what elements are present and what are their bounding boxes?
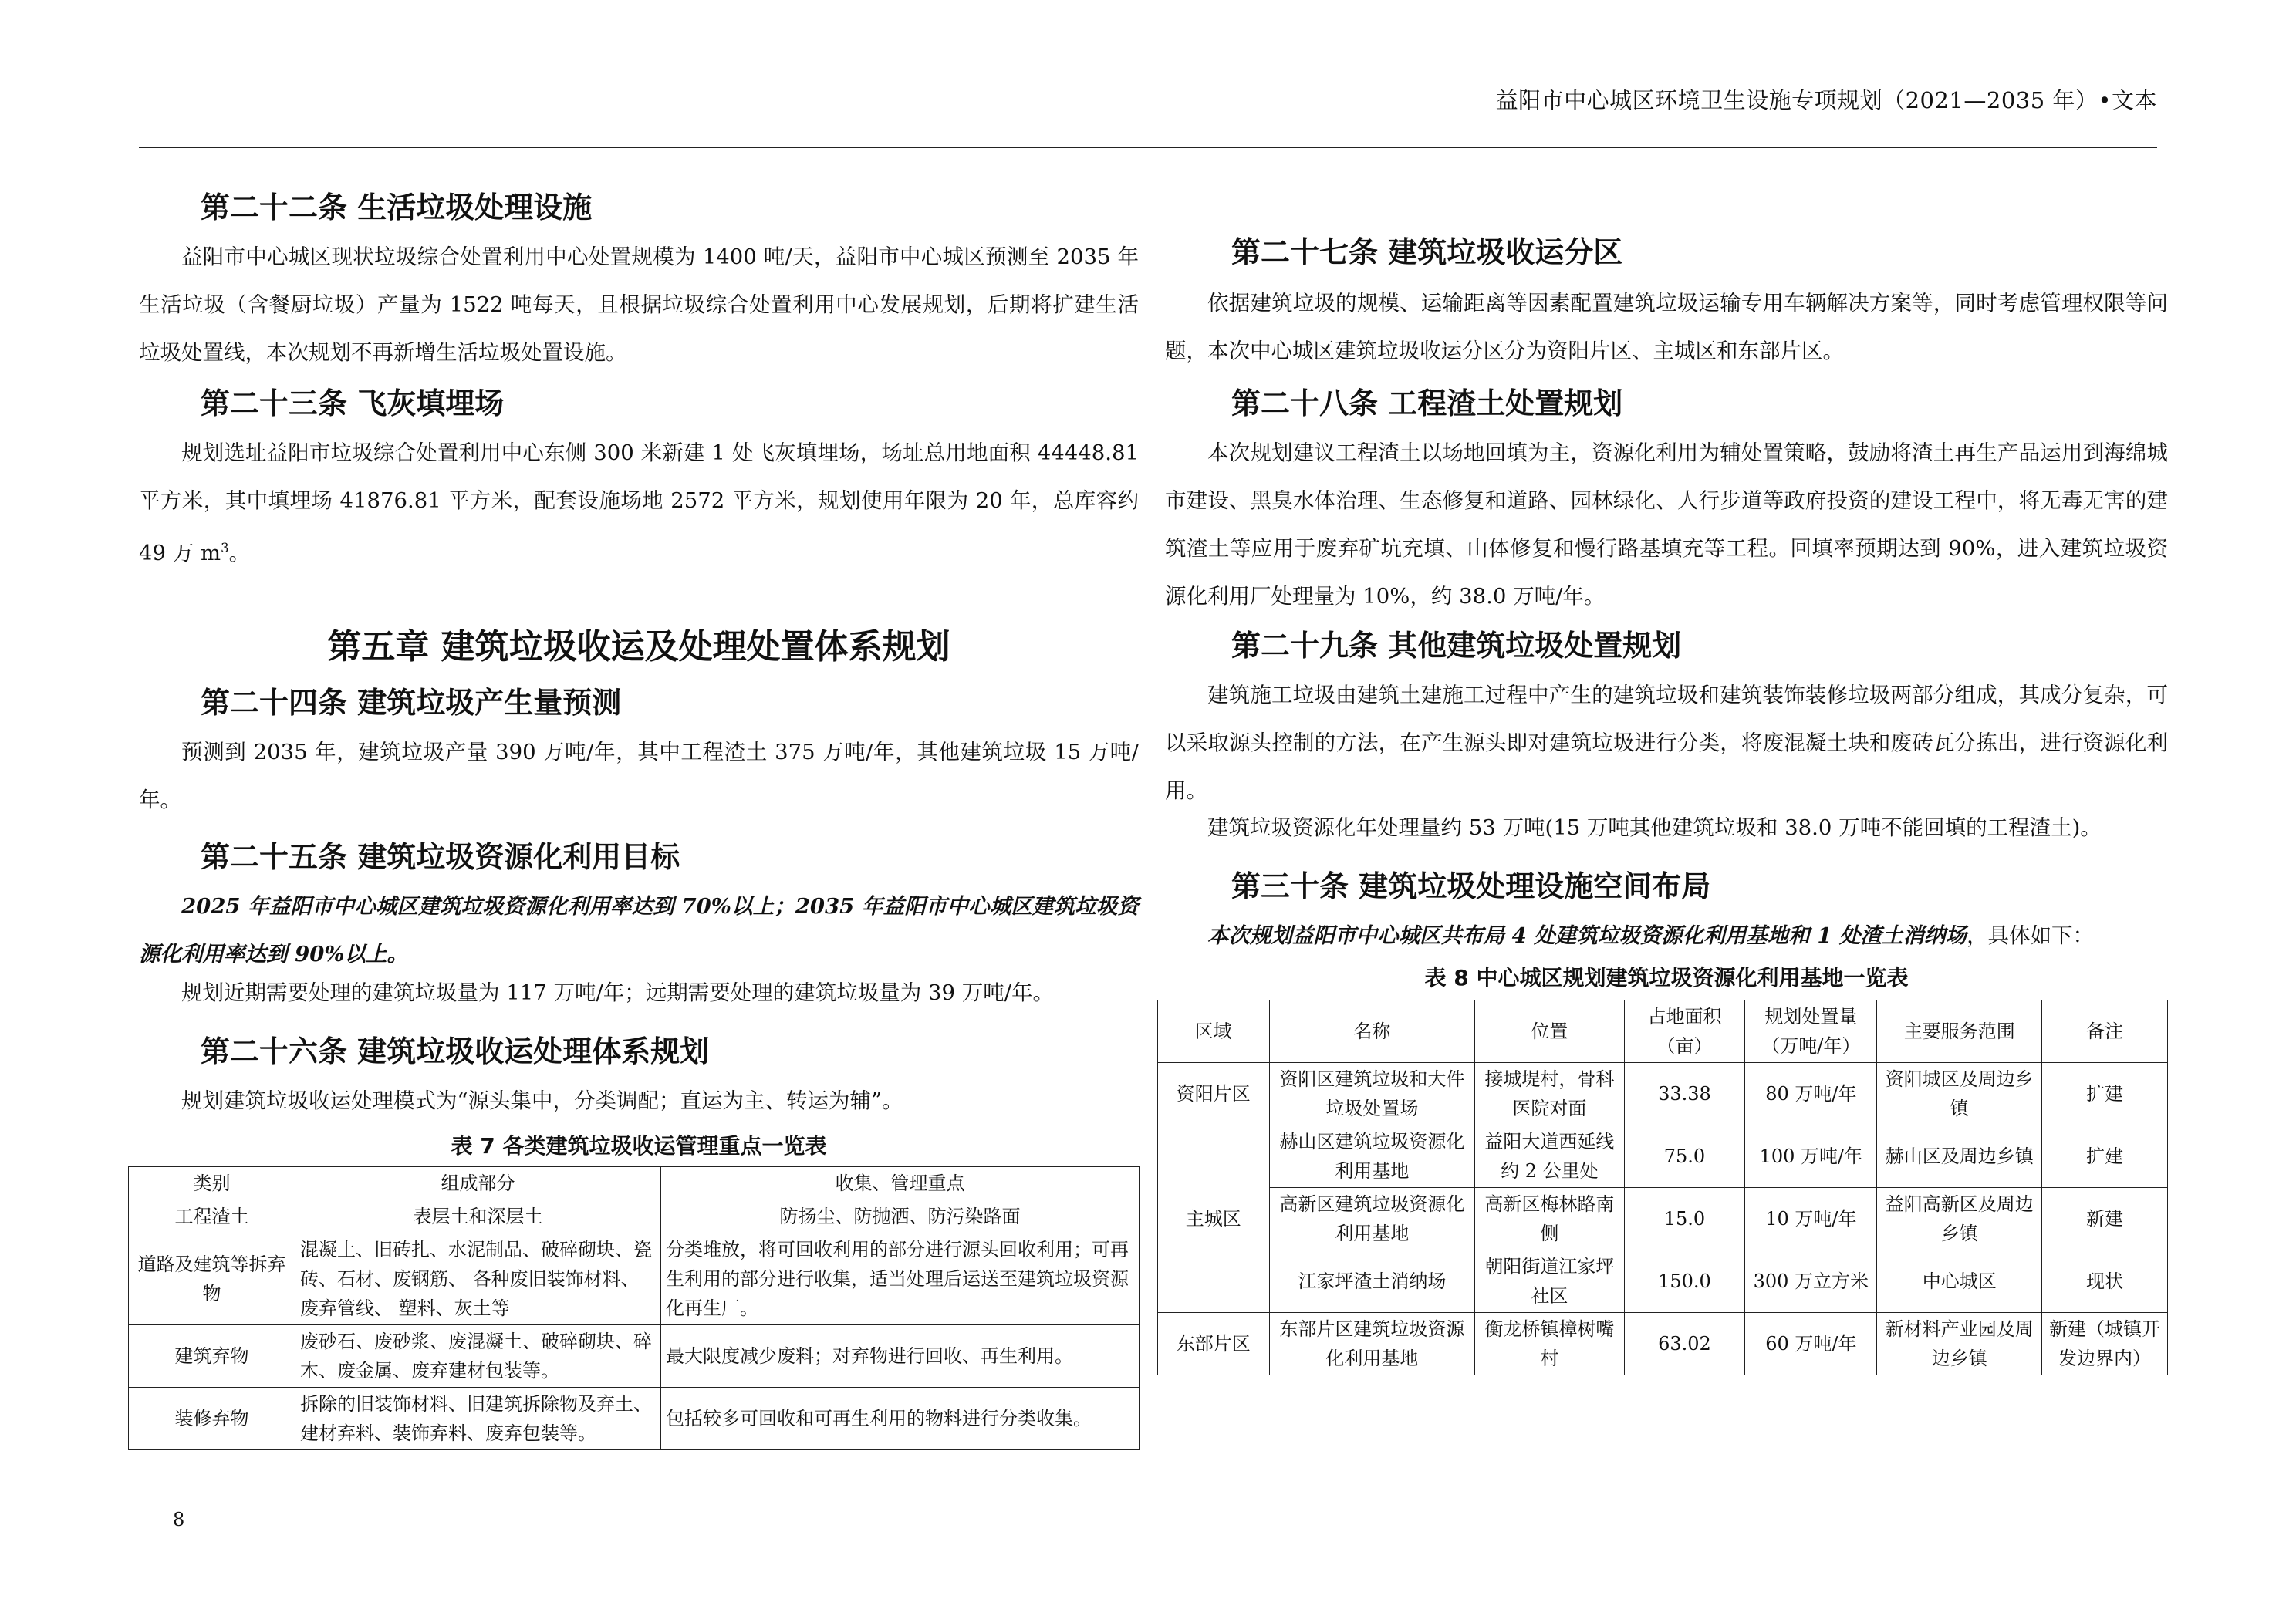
table-header-cell: 主要服务范围 <box>1877 1000 2042 1063</box>
article-29-paragraph: 建筑施工垃圾由建筑土建施工过程中产生的建筑垃圾和建筑装饰装修垃圾两部分组成，其成分复杂，可以采取源头控制的方法，在产生源头即对建筑垃圾进行分类，将废混凝土块和废砖瓦分拣出，进行资源化利用。 <box>1165 683 2168 803</box>
article-27-title: 第二十七条 建筑垃圾收运分区 <box>1231 235 1623 269</box>
article-24-title: 第二十四条 建筑垃圾产生量预测 <box>201 686 622 720</box>
table-row <box>129 1388 1140 1450</box>
area-cell: 150.0 <box>1624 1250 1745 1313</box>
article-28-title: 第二十八条 工程渣土处置规划 <box>1231 386 1623 420</box>
article-25-title: 第二十五条 建筑垃圾资源化利用目标 <box>201 840 680 874</box>
service-cell: 资阳城区及周边乡镇 <box>1877 1063 2042 1125</box>
table-row <box>129 1325 1140 1388</box>
table-header-cell: 规划处置量（万吨/年） <box>1745 1000 1877 1063</box>
table-header-cell: 占地面积（亩） <box>1624 1000 1745 1063</box>
article-22-paragraph: 益阳市中心城区现状垃圾综合处置利用中心处置规模为 1400 吨/天，益阳市中心城区预测至 2035 年生活垃圾（含餐厨垃圾）产量为 1522 吨每天，且根据垃圾综合处置利用中心发展规划，后期将扩建生活垃圾处置线，本次规划不再新增生活垃圾处置设施。 <box>139 245 1139 365</box>
table-row <box>1158 1313 2168 1375</box>
table-header-cell: 组成部分 <box>295 1167 661 1200</box>
service-cell: 中心城区 <box>1877 1250 2042 1313</box>
capacity-cell: 80 万吨/年 <box>1745 1063 1877 1125</box>
table-cell: 装修弃物 <box>129 1388 295 1450</box>
table-8-caption: 表 8 中心城区规划建筑垃圾资源化利用基地一览表 <box>1424 965 1909 990</box>
table-row <box>1158 1250 2168 1313</box>
article-26-title: 第二十六条 建筑垃圾收运处理体系规划 <box>201 1034 710 1068</box>
table-row <box>1158 1125 2168 1188</box>
table-cell: 建筑弃物 <box>129 1325 295 1388</box>
table-cell: 废砂石、废砂浆、废混凝土、破碎砌块、碎木、废金属、废弃建材包装等。 <box>295 1325 661 1388</box>
table-header-cell: 收集、管理重点 <box>661 1167 1140 1200</box>
table-header-row <box>129 1167 1140 1200</box>
table-cell: 表层土和深层土 <box>295 1200 661 1233</box>
article-23-paragraph: 规划选址益阳市垃圾综合处置利用中心东侧 300 米新建 1 处飞灰填埋场，场址总用地面积 44448.81 平方米，其中填埋场 41876.81 平方米，配套设施场地 2572 平方米，规划使用年限为 20 年，总库容约 49 万 $m^3$。 <box>139 440 1139 566</box>
page-number: 8 <box>173 1509 185 1530</box>
running-header: 益阳市中心城区环境卫生设施专项规划（2021—2035 年）•文本 <box>1495 87 2157 113</box>
region-cell: 主城区 <box>1158 1125 1270 1313</box>
table-header-cell: 备注 <box>2042 1000 2168 1063</box>
table-row <box>129 1233 1140 1325</box>
table-cell: 分类堆放，将可回收利用的部分进行源头回收利用；可再生利用的部分进行收集，适当处理后运送至建筑垃圾资源化再生厂。 <box>661 1233 1140 1325</box>
article-24-paragraph: 预测到 2035 年，建筑垃圾产量 390 万吨/年，其中工程渣土 375 万吨/年，其他建筑垃圾 15 万吨/年。 <box>139 740 1139 812</box>
article-25-target-paragraph: 2025 年益阳市中心城区建筑垃圾资源化利用率达到 70%以上；2035 年益阳市中心城区建筑垃圾资源化利用率达到 90%以上。 <box>139 894 1139 967</box>
service-cell: 赫山区及周边乡镇 <box>1877 1125 2042 1188</box>
article-30-title: 第三十条 建筑垃圾处理设施空间布局 <box>1231 869 1711 903</box>
article-27-paragraph: 依据建筑垃圾的规模、运输距离等因素配置建筑垃圾运输专用车辆解决方案等，同时考虑管理权限等问题，本次中心城区建筑垃圾收运分区分为资阳片区、主城区和东部片区。 <box>1165 291 2168 363</box>
area-cell: 33.38 <box>1624 1063 1745 1125</box>
article-29-volume-paragraph: 建筑垃圾资源化年处理量约 53 万吨(15 万吨其他建筑垃圾和 38.0 万吨不能回填的工程渣土)。 <box>1207 815 2102 840</box>
table-cell: 道路及建筑等拆弃物 <box>129 1233 295 1325</box>
area-cell: 63.02 <box>1624 1313 1745 1375</box>
table-7 <box>128 1166 1140 1450</box>
table-8 <box>1157 1000 2168 1375</box>
location-cell: 益阳大道西延线约 2 公里处 <box>1475 1125 1624 1188</box>
location-cell: 朝阳街道江家坪社区 <box>1475 1250 1624 1313</box>
table-cell: 防扬尘、防抛洒、防污染路面 <box>661 1200 1140 1233</box>
name-cell: 赫山区建筑垃圾资源化利用基地 <box>1269 1125 1475 1188</box>
name-cell: 江家坪渣土消纳场 <box>1269 1250 1475 1313</box>
note-cell: 现状 <box>2042 1250 2168 1313</box>
area-cell: 75.0 <box>1624 1125 1745 1188</box>
table-header-row <box>1158 1000 2168 1063</box>
service-cell: 益阳高新区及周边乡镇 <box>1877 1188 2042 1250</box>
note-cell: 扩建 <box>2042 1063 2168 1125</box>
location-cell: 接城堤村，骨科医院对面 <box>1475 1063 1624 1125</box>
note-cell: 扩建 <box>2042 1125 2168 1188</box>
location-cell: 高新区梅林路南侧 <box>1475 1188 1624 1250</box>
table-cell: 混凝土、旧砖扎、水泥制品、破碎砌块、瓷砖、石材、废钢筋、 各种废旧装饰材料、废弃管线、 塑料、灰土等 <box>295 1233 661 1325</box>
table-header-cell: 名称 <box>1269 1000 1475 1063</box>
region-cell: 资阳片区 <box>1158 1063 1270 1125</box>
article-26-paragraph: 规划建筑垃圾收运处理模式为“源头集中，分类调配；直运为主、转运为辅”。 <box>181 1088 903 1113</box>
table-7-caption: 表 7 各类建筑垃圾收运管理重点一览表 <box>451 1133 827 1159</box>
note-cell: 新建（城镇开发边界内） <box>2042 1313 2168 1375</box>
header-rule <box>139 147 2157 148</box>
capacity-cell: 100 万吨/年 <box>1745 1125 1877 1188</box>
table-header-cell: 类别 <box>129 1167 295 1200</box>
region-cell: 东部片区 <box>1158 1313 1270 1375</box>
capacity-cell: 300 万立方米 <box>1745 1250 1877 1313</box>
table-cell: 最大限度减少废料；对弃物进行回收、再生利用。 <box>661 1325 1140 1388</box>
table-cell: 工程渣土 <box>129 1200 295 1233</box>
table-row <box>1158 1063 2168 1125</box>
article-23-title: 第二十三条 飞灰填埋场 <box>201 386 505 420</box>
table-cell: 包括较多可回收和可再生利用的物料进行分类收集。 <box>661 1388 1140 1450</box>
table-row <box>129 1200 1140 1233</box>
name-cell: 高新区建筑垃圾资源化利用基地 <box>1269 1188 1475 1250</box>
table-row <box>1158 1188 2168 1250</box>
chapter-5-title: 第五章 建筑垃圾收运及处理处置体系规划 <box>327 627 950 666</box>
capacity-cell: 60 万吨/年 <box>1745 1313 1877 1375</box>
name-cell: 资阳区建筑垃圾和大件垃圾处置场 <box>1269 1063 1475 1125</box>
capacity-cell: 10 万吨/年 <box>1745 1188 1877 1250</box>
article-25-paragraph: 规划近期需要处理的建筑垃圾量为 117 万吨/年；远期需要处理的建筑垃圾量为 39 万吨/年。 <box>181 980 1054 1005</box>
table-header-cell: 位置 <box>1475 1000 1624 1063</box>
article-28-paragraph: 本次规划建议工程渣土以场地回填为主，资源化利用为辅处置策略，鼓励将渣土再生产品运用到海绵城市建设、黑臭水体治理、生态修复和道路、园林绿化、人行步道等政府投资的建设工程中，将无毒无害的建筑渣土等应用于废弃矿坑充填、山体修复和慢行路基填充等工程。回填率预期达到 90%，进入建筑垃圾资源化利用厂处理量为 10%，约 38.0 万吨/年。 <box>1165 440 2168 609</box>
note-cell: 新建 <box>2042 1188 2168 1250</box>
name-cell: 东部片区建筑垃圾资源化利用基地 <box>1269 1313 1475 1375</box>
service-cell: 新材料产业园及周边乡镇 <box>1877 1313 2042 1375</box>
article-30-paragraph: 本次规划益阳市中心城区共布局 4 处建筑垃圾资源化利用基地和 1 处渣土消纳场，具体如下： <box>1207 923 2095 948</box>
area-cell: 15.0 <box>1624 1188 1745 1250</box>
table-header-cell: 区域 <box>1158 1000 1270 1063</box>
location-cell: 衡龙桥镇樟树嘴村 <box>1475 1313 1624 1375</box>
table-cell: 拆除的旧装饰材料、旧建筑拆除物及弃土、建材弃料、装饰弃料、废弃包装等。 <box>295 1388 661 1450</box>
article-22-title: 第二十二条 生活垃圾处理设施 <box>201 191 593 224</box>
article-29-title: 第二十九条 其他建筑垃圾处置规划 <box>1231 629 1682 663</box>
